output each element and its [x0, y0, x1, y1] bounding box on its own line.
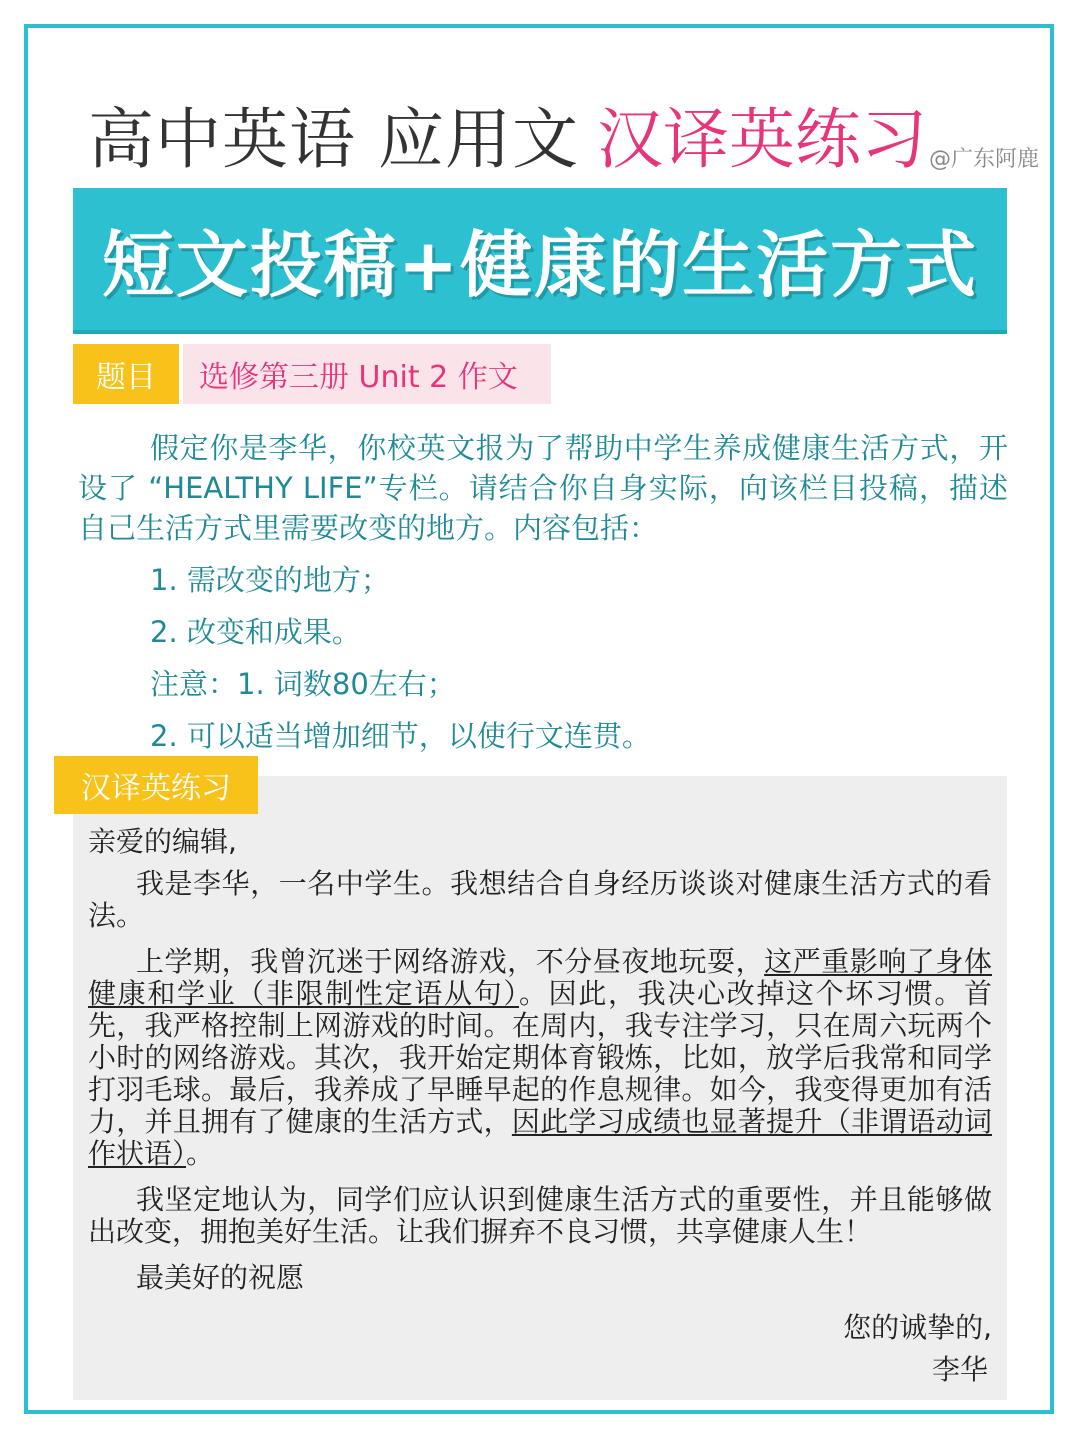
- page-title: 高中英语 应用文: [88, 101, 579, 178]
- underlined-phrase: 这严重影响了身体健康和学业（非限制性定语从句）: [88, 945, 992, 1010]
- topic-reference: 选修第三册 Unit 2 作文: [183, 344, 551, 404]
- task-prompt: [78, 428, 1008, 756]
- letter-wish: 最美好的祝愿: [136, 1261, 305, 1294]
- page-title-accent: 汉译英练习: [596, 101, 927, 178]
- prompt-item: 1. 需改变的地方；: [150, 563, 390, 597]
- prompt-intro: 假定你是李华，你校英文报为了帮助中学生养成健康生活方式，开设了 “HEALTHY LIFE”专栏。请结合你自身实际，向该栏目投稿，描述自己生活方式里需要改变的地方。内容包括：: [78, 431, 1008, 545]
- letter-paragraph-1: 我是李华，一名中学生。我想结合自身经历谈谈对健康生活方式的看法。: [88, 867, 992, 932]
- author-handle: @广东阿鹿: [928, 147, 1039, 172]
- topic-banner: [73, 188, 1007, 334]
- sample-letter: [88, 826, 992, 1386]
- letter-paragraph-3: 我坚定地认为，同学们应认识到健康生活方式的重要性，并且能够做出改变，拥抱美好生活。让我们摒弃不良习惯，共享健康人生！: [88, 1183, 992, 1248]
- letter-closing: 您的诚挚的,: [843, 1311, 992, 1344]
- letter-paragraph-2: [88, 946, 992, 1170]
- prompt-item: 2. 改变和成果。: [150, 615, 361, 649]
- prompt-note: 注意：1. 词数80左右；: [150, 667, 456, 701]
- topic-label-tag: 题目: [73, 344, 179, 404]
- underlined-phrase: 因此学习成绩也显著提升（非谓语动词作状语）: [88, 1105, 992, 1170]
- paragraph-text: 。: [186, 1137, 215, 1170]
- letter-greeting: 亲爱的编辑,: [88, 825, 237, 858]
- page-header: [88, 100, 1039, 180]
- paragraph-text: 。因此，我决心改掉这个坏习惯。首先，我严格控制上网游戏的时间。在周内，我专注学习，只在周六玩两个小时的网络游戏。其次，我开始定期体育锻炼，比如，放学后我常和同学打羽毛球。最后，我养成了早睡早起的作息规律。如今，我变得更加有活力，并且拥有了健康的生活方式，: [88, 977, 992, 1138]
- banner-title: 短文投稿+健康的生活方式: [101, 223, 979, 307]
- prompt-note: 2. 可以适当增加细节，以使行文连贯。: [150, 719, 651, 753]
- paragraph-text: 上学期，我曾沉迷于网络游戏，不分昼夜地玩耍，: [136, 945, 765, 978]
- practice-label-tag: 汉译英练习: [54, 756, 258, 814]
- letter-signature: 李华: [931, 1353, 988, 1386]
